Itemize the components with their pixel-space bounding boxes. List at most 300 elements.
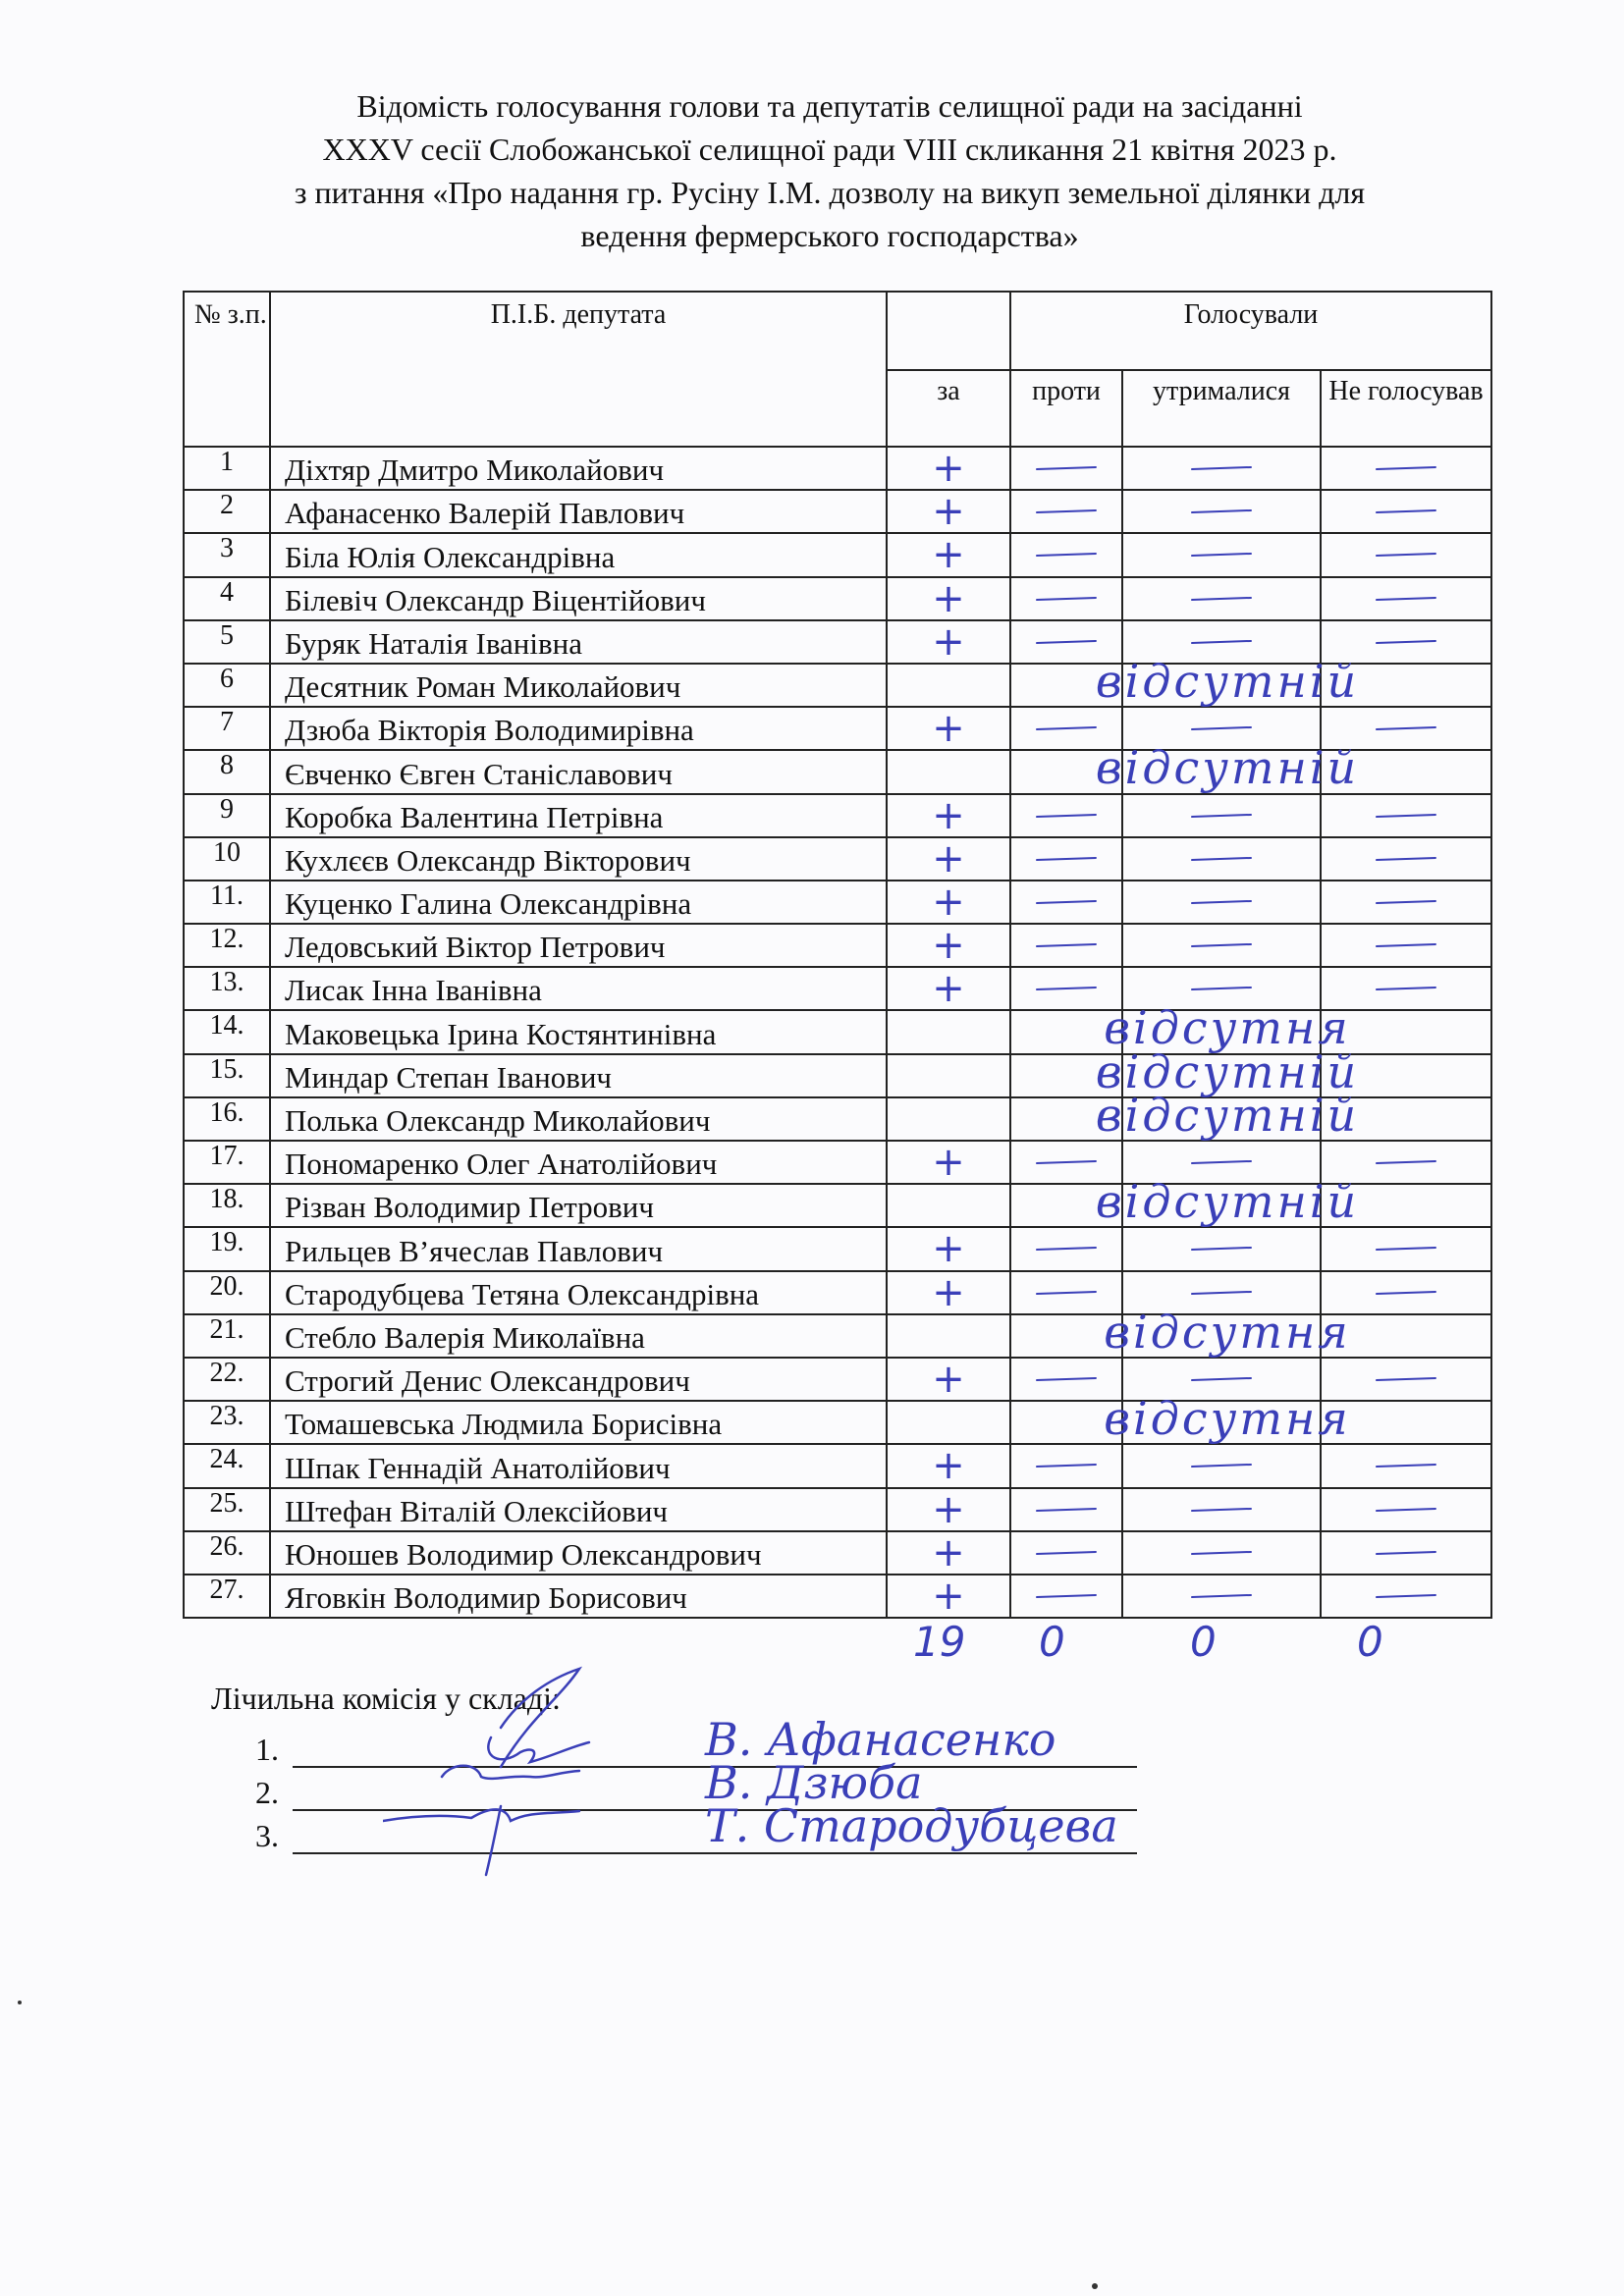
- table-row: [184, 620, 1491, 664]
- vote-not-voted-cell: [1321, 1227, 1491, 1270]
- table-row: [184, 577, 1491, 620]
- vote-against-cell: [1010, 1227, 1122, 1270]
- row-number: 16.: [184, 1097, 270, 1141]
- deputy-name: Куценко Галина Олександрівна: [270, 881, 887, 924]
- table-row: [184, 664, 1491, 707]
- absent-note: відсутній: [1095, 741, 1360, 795]
- signatures-scribble: [383, 1659, 795, 1895]
- absent-note: відсутній: [1095, 1088, 1360, 1142]
- dash-mark: [1376, 814, 1436, 818]
- row-number: 22.: [184, 1358, 270, 1401]
- table-row: [184, 1531, 1491, 1575]
- vote-not-voted-cell: [1321, 1141, 1491, 1184]
- absent-note: відсутня: [1104, 1305, 1351, 1359]
- vote-not-voted-cell: [1321, 664, 1491, 707]
- table-row: [184, 1575, 1491, 1618]
- dash-mark: [1191, 814, 1252, 818]
- dash-mark: [1036, 1508, 1097, 1512]
- plus-mark: +: [932, 1443, 965, 1489]
- vote-for-cell: [887, 1271, 1010, 1314]
- row-number: 11.: [184, 881, 270, 924]
- vote-against-cell: [1010, 1044, 1360, 1098]
- vote-abstained-cell: [1122, 1444, 1321, 1487]
- deputy-name: Рильцев В’ячеслав Павлович: [270, 1227, 887, 1270]
- table-row: [184, 490, 1491, 533]
- deputy-name: Буряк Наталія Іванівна: [270, 620, 887, 664]
- row-number: 9: [184, 794, 270, 837]
- vote-abstained-cell: [1122, 1054, 1321, 1097]
- dash-mark: [1036, 553, 1097, 557]
- dash-mark: [1376, 900, 1436, 904]
- vote-abstained-cell: [1122, 1531, 1321, 1575]
- deputy-name: Пономаренко Олег Анатолійович: [270, 1141, 887, 1184]
- vote-abstained-cell: [1122, 1401, 1321, 1444]
- vote-abstained-cell: [1122, 1358, 1321, 1401]
- table-row: [184, 1227, 1491, 1270]
- member-number: 1.: [255, 1732, 279, 1767]
- vote-not-voted-cell: [1321, 1054, 1491, 1097]
- dash-mark: [1376, 640, 1436, 644]
- table-row: [184, 1184, 1491, 1227]
- plus-mark: +: [932, 923, 965, 969]
- dash-mark: [1376, 857, 1436, 861]
- plus-mark: +: [932, 575, 965, 621]
- vote-against-cell: [1010, 924, 1122, 967]
- voting-table: [183, 291, 1492, 1619]
- deputy-name: Афанасенко Валерій Павлович: [270, 490, 887, 533]
- dash-mark: [1036, 597, 1097, 601]
- handwritten-name: В. Дзюба: [705, 1756, 923, 1809]
- scan-speck: [18, 2001, 22, 2004]
- deputy-name: Яговкін Володимир Борисович: [270, 1575, 887, 1618]
- row-number: 12.: [184, 924, 270, 967]
- table-row: [184, 1097, 1491, 1141]
- handwritten-name: Т. Стародубцева: [705, 1799, 1118, 1852]
- dash-mark: [1036, 814, 1097, 818]
- title-line-2: XXXV сесії Слобожанської селищної ради VIII скликання 21 квітня 2023 р.: [322, 132, 1337, 167]
- plus-mark: +: [932, 1573, 965, 1619]
- deputy-name: Миндар Степан Іванович: [270, 1054, 887, 1097]
- vote-not-voted-cell: [1321, 1358, 1491, 1401]
- plus-mark: +: [932, 1357, 965, 1403]
- dash-mark: [1191, 1291, 1252, 1295]
- dash-mark: [1191, 726, 1252, 730]
- vote-abstained-cell: [1122, 1010, 1321, 1053]
- row-number: 20.: [184, 1271, 270, 1314]
- table-row: [184, 967, 1491, 1010]
- vote-against-cell: [1010, 1575, 1122, 1618]
- dash-mark: [1036, 1247, 1097, 1251]
- row-number: 10: [184, 837, 270, 881]
- vote-for-cell: [887, 664, 1010, 707]
- table-row: [184, 794, 1491, 837]
- dash-mark: [1036, 466, 1097, 470]
- header-number: № з.п.: [184, 292, 270, 447]
- vote-for-cell: [887, 577, 1010, 620]
- vote-for-cell: [887, 837, 1010, 881]
- row-number: 25.: [184, 1488, 270, 1531]
- vote-against-cell: [1010, 967, 1122, 1010]
- vote-abstained-cell: [1122, 1575, 1321, 1618]
- total-against: 0: [1039, 1618, 1065, 1666]
- row-number: 7: [184, 707, 270, 750]
- deputy-name: Строгий Денис Олександрович: [270, 1358, 887, 1401]
- plus-mark: +: [932, 1269, 965, 1315]
- table-row: [184, 1401, 1491, 1444]
- plus-mark: +: [932, 1226, 965, 1272]
- vote-abstained-cell: [1122, 447, 1321, 490]
- dash-mark: [1036, 1160, 1097, 1164]
- dash-mark: [1191, 1508, 1252, 1512]
- dash-mark: [1191, 943, 1252, 947]
- dash-mark: [1191, 466, 1252, 470]
- vote-for-cell: [887, 1097, 1010, 1141]
- vote-abstained-cell: [1122, 490, 1321, 533]
- dash-mark: [1191, 597, 1252, 601]
- vote-against-cell: [1010, 490, 1122, 533]
- deputy-name: Стебло Валерія Миколаївна: [270, 1314, 887, 1358]
- dash-mark: [1376, 1551, 1436, 1555]
- table-row: [184, 1358, 1491, 1401]
- vote-abstained-cell: [1122, 794, 1321, 837]
- row-number: 6: [184, 664, 270, 707]
- plus-mark: +: [932, 1140, 965, 1186]
- header-not-voted: Не голосував: [1321, 370, 1491, 447]
- deputy-name: Стародубцева Тетяна Олександрівна: [270, 1271, 887, 1314]
- absent-note: відсутня: [1104, 1001, 1351, 1055]
- table-row: [184, 1271, 1491, 1314]
- vote-not-voted-cell: [1321, 967, 1491, 1010]
- signature-stroke-2: [488, 1737, 589, 1762]
- vote-against-cell: [1010, 794, 1122, 837]
- dash-mark: [1191, 509, 1252, 513]
- row-number: 2: [184, 490, 270, 533]
- vote-for-cell: [887, 1054, 1010, 1097]
- plus-mark: +: [932, 618, 965, 665]
- vote-not-voted-cell: [1321, 1184, 1491, 1227]
- vote-against-cell: [1010, 533, 1122, 576]
- vote-against-cell: [1010, 1001, 1351, 1055]
- dash-mark: [1191, 1160, 1252, 1164]
- header-name: П.І.Б. депутата: [270, 292, 887, 447]
- plus-mark: +: [932, 706, 965, 752]
- vote-for-cell: [887, 490, 1010, 533]
- total-for: 19: [913, 1618, 966, 1666]
- dash-mark: [1191, 857, 1252, 861]
- vote-not-voted-cell: [1321, 1010, 1491, 1053]
- vote-abstained-cell: [1122, 750, 1321, 793]
- row-number: 3: [184, 533, 270, 576]
- absent-note: відсутня: [1104, 1392, 1351, 1446]
- dash-mark: [1036, 640, 1097, 644]
- vote-against-cell: [1010, 1141, 1122, 1184]
- dash-mark: [1036, 1464, 1097, 1468]
- vote-against-cell: [1010, 1488, 1122, 1531]
- table-row: [184, 924, 1491, 967]
- vote-abstained-cell: [1122, 967, 1321, 1010]
- vote-abstained-cell: [1122, 837, 1321, 881]
- dash-mark: [1191, 1464, 1252, 1468]
- deputy-name: Кухлєєв Олександр Вікторович: [270, 837, 887, 881]
- vote-not-voted-cell: [1321, 707, 1491, 750]
- deputy-name: Полька Олександр Миколайович: [270, 1097, 887, 1141]
- plus-mark: +: [932, 1486, 965, 1532]
- deputy-name: Дзюба Вікторія Володимирівна: [270, 707, 887, 750]
- dash-mark: [1036, 1291, 1097, 1295]
- vote-abstained-cell: [1122, 1488, 1321, 1531]
- vote-against-cell: [1010, 620, 1122, 664]
- plus-mark: +: [932, 1529, 965, 1575]
- deputy-name: Лисак Інна Іванівна: [270, 967, 887, 1010]
- row-number: 26.: [184, 1531, 270, 1575]
- vote-against-cell: [1010, 1392, 1351, 1446]
- vote-not-voted-cell: [1321, 490, 1491, 533]
- deputy-name: Юношев Володимир Олександрович: [270, 1531, 887, 1575]
- member-number: 3.: [255, 1818, 279, 1853]
- vote-for-cell: [887, 881, 1010, 924]
- vote-not-voted-cell: [1321, 533, 1491, 576]
- vote-abstained-cell: [1122, 533, 1321, 576]
- commission-label: Лічильна комісія у складі:: [211, 1681, 561, 1716]
- deputy-name: Біла Юлія Олександрівна: [270, 533, 887, 576]
- row-number: 24.: [184, 1444, 270, 1487]
- table-row: [184, 1488, 1491, 1531]
- vote-not-voted-cell: [1321, 447, 1491, 490]
- vote-for-cell: [887, 1531, 1010, 1575]
- vote-not-voted-cell: [1321, 1444, 1491, 1487]
- deputy-name: Штефан Віталій Олексійович: [270, 1488, 887, 1531]
- title-line-1: Відомість голосування голови та депутатів селищної ради на засіданні: [356, 88, 1303, 124]
- dash-mark: [1376, 1160, 1436, 1164]
- dash-mark: [1036, 987, 1097, 990]
- vote-abstained-cell: [1122, 1141, 1321, 1184]
- vote-for-cell: [887, 1575, 1010, 1618]
- dash-mark: [1036, 857, 1097, 861]
- signature-stroke-4: [383, 1809, 579, 1821]
- table-row: [184, 750, 1491, 793]
- vote-for-cell: [887, 1401, 1010, 1444]
- vote-abstained-cell: [1122, 881, 1321, 924]
- vote-abstained-cell: [1122, 1227, 1321, 1270]
- vote-for-cell: [887, 707, 1010, 750]
- vote-not-voted-cell: [1321, 1488, 1491, 1531]
- title-line-4: ведення фермерського господарства»: [580, 218, 1079, 253]
- vote-for-cell: [887, 1488, 1010, 1531]
- dash-mark: [1376, 466, 1436, 470]
- signature-stroke-1: [501, 1669, 579, 1767]
- plus-mark: +: [932, 446, 965, 492]
- row-number: 1: [184, 447, 270, 490]
- vote-not-voted-cell: [1321, 1401, 1491, 1444]
- dash-mark: [1376, 553, 1436, 557]
- vote-abstained-cell: [1122, 707, 1321, 750]
- dash-mark: [1191, 1551, 1252, 1555]
- dash-mark: [1376, 987, 1436, 990]
- dash-mark: [1376, 1377, 1436, 1381]
- vote-against-cell: [1010, 447, 1122, 490]
- header-blank: [887, 292, 1010, 370]
- handwritten-name: В. Афанасенко: [705, 1713, 1056, 1766]
- signature-stroke-3: [442, 1766, 579, 1779]
- dash-mark: [1191, 1594, 1252, 1598]
- vote-against-cell: [1010, 1305, 1351, 1359]
- dash-mark: [1036, 1594, 1097, 1598]
- vote-for-cell: [887, 924, 1010, 967]
- vote-abstained-cell: [1122, 924, 1321, 967]
- row-number: 27.: [184, 1575, 270, 1618]
- dash-mark: [1376, 1594, 1436, 1598]
- plus-mark: +: [932, 792, 965, 838]
- vote-for-cell: [887, 1184, 1010, 1227]
- document-title: [177, 84, 1483, 257]
- dash-mark: [1036, 900, 1097, 904]
- table-row: [184, 1141, 1491, 1184]
- row-number: 4: [184, 577, 270, 620]
- table-row: [184, 1314, 1491, 1358]
- dash-mark: [1036, 726, 1097, 730]
- member-number: 2.: [255, 1775, 279, 1810]
- vote-for-cell: [887, 1141, 1010, 1184]
- plus-mark: +: [932, 489, 965, 535]
- row-number: 15.: [184, 1054, 270, 1097]
- deputy-name: Шпак Геннадій Анатолійович: [270, 1444, 887, 1487]
- vote-not-voted-cell: [1321, 1314, 1491, 1358]
- dash-mark: [1191, 553, 1252, 557]
- dash-mark: [1191, 987, 1252, 990]
- vote-against-cell: [1010, 1358, 1122, 1401]
- row-number: 14.: [184, 1010, 270, 1053]
- table-body: [184, 447, 1491, 1618]
- vote-against-cell: [1010, 1531, 1122, 1575]
- vote-abstained-cell: [1122, 1314, 1321, 1358]
- header-against: проти: [1010, 370, 1122, 447]
- vote-not-voted-cell: [1321, 1531, 1491, 1575]
- vote-abstained-cell: [1122, 664, 1321, 707]
- vote-for-cell: [887, 794, 1010, 837]
- table-row: [184, 881, 1491, 924]
- dash-mark: [1036, 509, 1097, 513]
- dash-mark: [1376, 1464, 1436, 1468]
- title-line-3: з питання «Про надання гр. Русіну І.М. дозволу на викуп земельної ділянки для: [294, 175, 1366, 210]
- vote-against-cell: [1010, 1088, 1360, 1142]
- deputy-name: Ледовський Віктор Петрович: [270, 924, 887, 967]
- vote-for-cell: [887, 1010, 1010, 1053]
- row-number: 23.: [184, 1401, 270, 1444]
- vote-not-voted-cell: [1321, 881, 1491, 924]
- dash-mark: [1376, 943, 1436, 947]
- vote-for-cell: [887, 750, 1010, 793]
- deputy-name: Томашевська Людмила Борисівна: [270, 1401, 887, 1444]
- vote-against-cell: [1010, 881, 1122, 924]
- vote-not-voted-cell: [1321, 1097, 1491, 1141]
- table-row: [184, 447, 1491, 490]
- dash-mark: [1376, 509, 1436, 513]
- dash-mark: [1376, 1247, 1436, 1251]
- vote-against-cell: [1010, 837, 1122, 881]
- header-voted: Голосували: [1010, 292, 1491, 370]
- deputy-name: Десятник Роман Миколайович: [270, 664, 887, 707]
- row-number: 5: [184, 620, 270, 664]
- vote-not-voted-cell: [1321, 837, 1491, 881]
- row-number: 13.: [184, 967, 270, 1010]
- header-for: за: [887, 370, 1010, 447]
- row-number: 21.: [184, 1314, 270, 1358]
- dash-mark: [1036, 1551, 1097, 1555]
- vote-against-cell: [1010, 1175, 1360, 1229]
- vote-for-cell: [887, 620, 1010, 664]
- vote-for-cell: [887, 533, 1010, 576]
- table-row: [184, 837, 1491, 881]
- table-row: [184, 533, 1491, 576]
- plus-mark: +: [932, 532, 965, 578]
- vote-not-voted-cell: [1321, 1575, 1491, 1618]
- row-number: 17.: [184, 1141, 270, 1184]
- vote-abstained-cell: [1122, 1184, 1321, 1227]
- total-abstained: 0: [1190, 1618, 1217, 1666]
- vote-against-cell: [1010, 1444, 1122, 1487]
- absent-note: відсутній: [1095, 1175, 1360, 1229]
- plus-mark: +: [932, 966, 965, 1012]
- vote-abstained-cell: [1122, 1271, 1321, 1314]
- vote-not-voted-cell: [1321, 750, 1491, 793]
- vote-not-voted-cell: [1321, 794, 1491, 837]
- dash-mark: [1191, 900, 1252, 904]
- dash-mark: [1376, 1291, 1436, 1295]
- dash-mark: [1376, 597, 1436, 601]
- vote-for-cell: [887, 1227, 1010, 1270]
- deputy-name: Білевіч Олександр Віцентійович: [270, 577, 887, 620]
- header-abstained: утрималися: [1122, 370, 1321, 447]
- dash-mark: [1191, 640, 1252, 644]
- vote-not-voted-cell: [1321, 1271, 1491, 1314]
- vote-not-voted-cell: [1321, 577, 1491, 620]
- plus-mark: +: [932, 879, 965, 925]
- deputy-name: Євченко Євген Станіславович: [270, 750, 887, 793]
- table-row: [184, 1054, 1491, 1097]
- deputy-name: Коробка Валентина Петрівна: [270, 794, 887, 837]
- deputy-name: Маковецька Ірина Костянтинівна: [270, 1010, 887, 1053]
- vote-against-cell: [1010, 707, 1122, 750]
- vote-not-voted-cell: [1321, 924, 1491, 967]
- dash-mark: [1191, 1377, 1252, 1381]
- table-row: [184, 1010, 1491, 1053]
- dash-mark: [1036, 1377, 1097, 1381]
- table-row: [184, 707, 1491, 750]
- deputy-name: Діхтяр Дмитро Миколайович: [270, 447, 887, 490]
- vote-for-cell: [887, 447, 1010, 490]
- absent-note: відсутній: [1095, 1044, 1360, 1098]
- vote-against-cell: [1010, 741, 1360, 795]
- row-number: 18.: [184, 1184, 270, 1227]
- row-number: 8: [184, 750, 270, 793]
- total-not-voted: 0: [1357, 1618, 1383, 1666]
- vote-for-cell: [887, 1314, 1010, 1358]
- dash-mark: [1376, 1508, 1436, 1512]
- vote-against-cell: [1010, 577, 1122, 620]
- vote-totals: [0, 1618, 1624, 1667]
- deputy-name: Різван Володимир Петрович: [270, 1184, 887, 1227]
- vote-against-cell: [1010, 1271, 1122, 1314]
- scan-speck: [1092, 2283, 1098, 2289]
- vote-not-voted-cell: [1321, 620, 1491, 664]
- vote-abstained-cell: [1122, 620, 1321, 664]
- vote-for-cell: [887, 967, 1010, 1010]
- dash-mark: [1376, 726, 1436, 730]
- signature-stroke-5: [486, 1806, 501, 1875]
- dash-mark: [1191, 1247, 1252, 1251]
- vote-for-cell: [887, 1358, 1010, 1401]
- vote-abstained-cell: [1122, 1097, 1321, 1141]
